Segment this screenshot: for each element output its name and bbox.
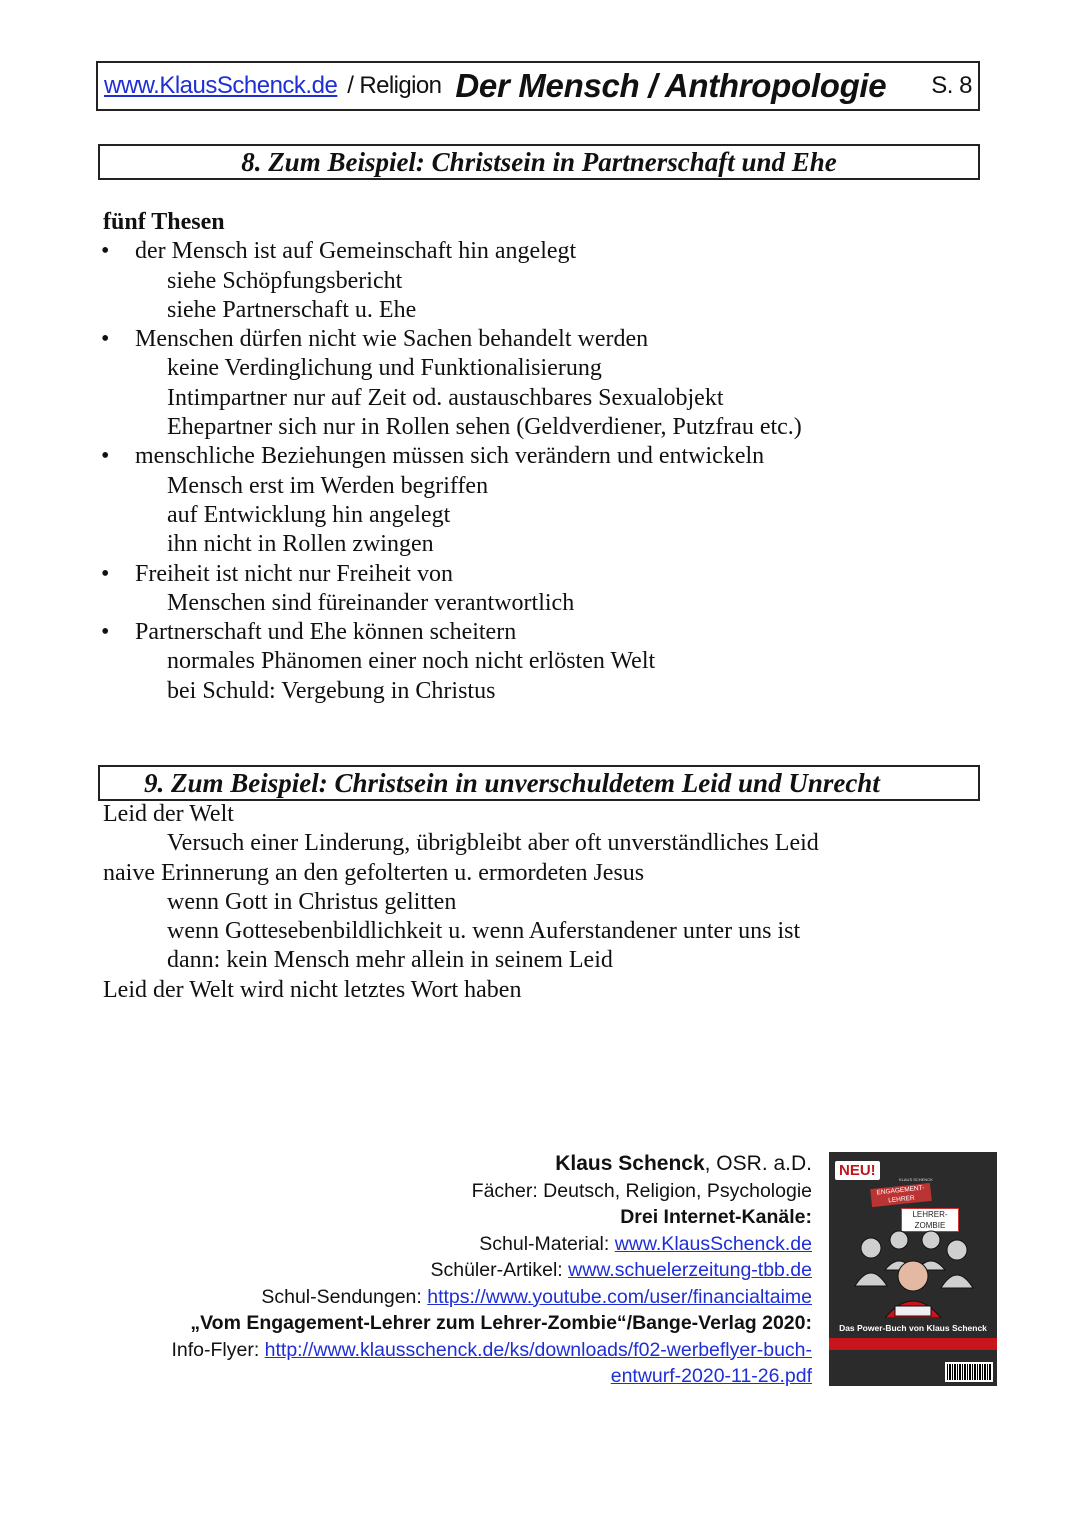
text-line: Leid der Welt — [103, 801, 234, 827]
material-link[interactable]: www.KlausSchenck.de — [614, 1232, 812, 1255]
thesis-point: auf Entwicklung hin angelegt — [167, 501, 451, 528]
flyer-line-2 — [171, 1363, 812, 1390]
broadcasts-label: Schul-Sendungen: — [261, 1285, 428, 1308]
book-line: „Vom Engagement-Lehrer zum Lehrer-Zombie“/Bange-Verlag 2020: — [190, 1312, 812, 1334]
thesis-point: Intimpartner nur auf Zeit od. austauschbares Sexualobjekt — [167, 384, 724, 411]
text-line: naive Erinnerung an den gefolterten u. ermordeten Jesus — [103, 859, 645, 886]
text-line: wenn Gottesebenbildlichkeit u. wenn Auferstandener unter uns ist — [167, 918, 801, 945]
page-number: S. 8 — [931, 72, 972, 99]
text-line: dann: kein Mensch mehr allein in seinem Leid — [167, 947, 613, 974]
articles-line — [171, 1257, 812, 1284]
articles-label: Schüler-Artikel: — [430, 1259, 569, 1281]
channels-heading: Drei Internet-Kanäle: — [620, 1206, 812, 1228]
flyer-link[interactable]: http://www.klausschenck.de/ks/downloads/f02-werbeflyer-buch- — [264, 1338, 812, 1361]
thesis-title: • Partnerschaft und Ehe können scheitern — [103, 618, 802, 647]
flyer-label: Info-Flyer: — [171, 1338, 265, 1361]
book-cover-image[interactable] — [829, 1152, 997, 1386]
thesis-point: Ehepartner sich nur in Rollen sehen (Geldverdiener, Putzfrau etc.) — [167, 414, 802, 441]
thesis-point: bei Schuld: Vergebung in Christus — [167, 677, 496, 704]
book-author: KLAUS SCHENCK — [899, 1177, 933, 1182]
thesis-point: Mensch erst im Werden begriffen — [167, 472, 489, 499]
thesis-title: • Menschen dürfen nicht wie Sachen behandelt werden — [103, 325, 802, 354]
book-title-top: ENGAGEMENT-LEHRER — [870, 1183, 932, 1207]
section-8-body — [103, 208, 802, 706]
material-line — [171, 1231, 812, 1258]
theses-lead: fünf Thesen — [103, 209, 225, 235]
youtube-link[interactable]: https://www.youtube.com/user/financialtaime — [427, 1285, 812, 1308]
articles-link[interactable]: www.schuelerzeitung-tbb.de — [568, 1259, 812, 1281]
barcode-icon — [945, 1362, 993, 1382]
author-name: Klaus Schenck — [555, 1152, 705, 1175]
thesis-point: keine Verdinglichung und Funktionalisierung — [167, 355, 602, 382]
broadcasts-line — [171, 1284, 812, 1311]
page-title: Der Mensch / Anthropologie — [455, 67, 887, 104]
thesis-point: Menschen sind füreinander verantwortlich — [167, 589, 575, 616]
author-title: , OSR. a.D. — [704, 1152, 812, 1175]
book-title-bottom: LEHRER-ZOMBIE — [901, 1208, 959, 1232]
material-label: Schul-Material: — [479, 1232, 615, 1255]
author-line — [171, 1151, 812, 1178]
flyer-line — [171, 1337, 812, 1364]
section-9-heading: 9. Zum Beispiel: Christsein in unverschuldetem Leid und Unrecht — [98, 765, 980, 801]
text-line: Leid der Welt wird nicht letztes Wort haben — [103, 976, 522, 1003]
page-header — [96, 61, 980, 111]
new-badge: NEU! — [835, 1161, 880, 1180]
thesis-title: • Freiheit ist nicht nur Freiheit von — [103, 560, 802, 589]
book-tagline: Das Power-Buch von Klaus Schenck — [839, 1323, 987, 1333]
book-red-band — [829, 1338, 997, 1350]
thesis-point: siehe Partnerschaft u. Ehe — [167, 296, 417, 323]
thesis-title: • der Mensch ist auf Gemeinschaft hin angelegt — [103, 237, 802, 266]
text-line: wenn Gott in Christus gelitten — [167, 888, 457, 915]
author-info — [171, 1151, 812, 1390]
text-line: Versuch einer Linderung, übrigbleibt aber oft unverständliches Leid — [167, 830, 819, 857]
section-9-body — [103, 800, 819, 1005]
subject-label: / Religion — [347, 72, 442, 99]
book-illustration — [849, 1226, 977, 1318]
author-subjects: Fächer: Deutsch, Religion, Psychologie — [471, 1179, 812, 1202]
site-link[interactable]: www.KlausSchenck.de — [104, 72, 338, 99]
thesis-point: normales Phänomen einer noch nicht erlösten Welt — [167, 648, 656, 675]
section-8-heading: 8. Zum Beispiel: Christsein in Partnerschaft und Ehe — [98, 144, 980, 180]
flyer-link-continued[interactable]: entwurf-2020-11-26.pdf — [610, 1365, 812, 1387]
thesis-point: siehe Schöpfungsbericht — [167, 267, 403, 294]
thesis-point: ihn nicht in Rollen zwingen — [167, 531, 434, 558]
thesis-title: • menschliche Beziehungen müssen sich verändern und entwickeln — [103, 442, 802, 471]
